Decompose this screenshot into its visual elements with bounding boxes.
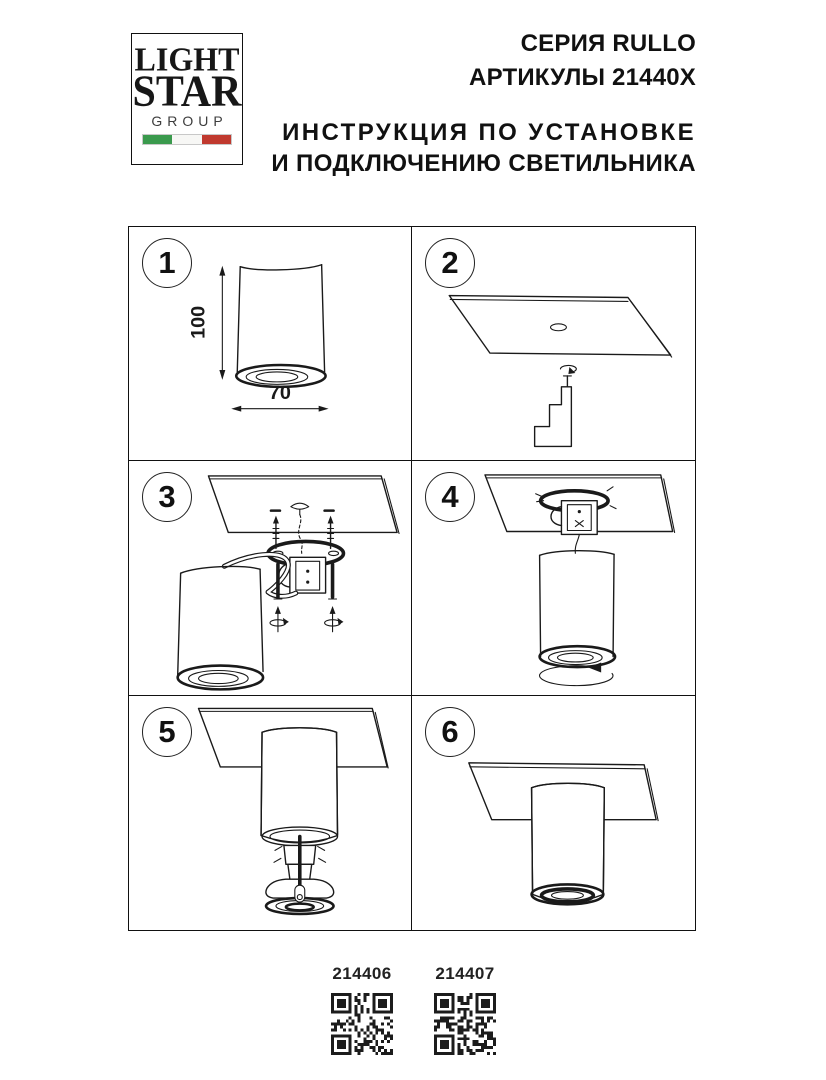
italian-flag-icon	[143, 135, 231, 144]
series-title: СЕРИЯ RULLO	[520, 30, 696, 57]
step-3-panel	[129, 461, 412, 695]
flag-red-stripe	[202, 135, 231, 144]
step-6-panel	[412, 696, 695, 930]
step-5-illustration	[129, 696, 411, 930]
qr-code-1	[331, 993, 393, 1055]
header-titles	[271, 30, 696, 178]
steps-grid	[128, 226, 696, 931]
product-1-block	[331, 964, 393, 1055]
step-6-illustration	[412, 696, 695, 930]
dim-height-label: 100	[187, 305, 210, 339]
logo-word-group: GROUP	[151, 113, 228, 129]
flag-white-stripe	[172, 135, 201, 144]
logo-word-light: LIGHT	[134, 40, 240, 78]
dim-width-label: 70	[268, 381, 291, 404]
product-code-2: 214407	[435, 964, 495, 983]
step-4-panel	[412, 461, 695, 695]
lightstar-logo	[131, 33, 243, 165]
product-2-block	[434, 964, 496, 1055]
step-4-illustration	[412, 461, 695, 694]
step-5-panel	[129, 696, 412, 930]
step-5-number: 5	[158, 713, 176, 749]
step-4-number: 4	[441, 479, 459, 515]
step-6-number: 6	[441, 713, 459, 749]
articles-title: АРТИКУЛЫ 21440X	[469, 64, 696, 91]
qr-code-2	[434, 993, 496, 1055]
step-1-panel	[129, 227, 412, 461]
step-3-illustration	[129, 461, 411, 694]
instruction-line-1: ИНСТРУКЦИЯ ПО УСТАНОВКЕ	[282, 119, 696, 146]
instruction-line-2: И ПОДКЛЮЧЕНИЮ СВЕТИЛЬНИКА	[271, 150, 696, 177]
step-2-illustration	[412, 227, 695, 460]
step-2-number: 2	[441, 245, 459, 280]
product-code-1: 214406	[332, 964, 392, 983]
logo-word-star: STAR	[132, 67, 242, 117]
step-1-number: 1	[158, 245, 176, 280]
step-1-illustration	[129, 227, 411, 460]
step-3-number: 3	[158, 479, 176, 515]
flag-green-stripe	[143, 135, 172, 144]
step-2-panel	[412, 227, 695, 461]
